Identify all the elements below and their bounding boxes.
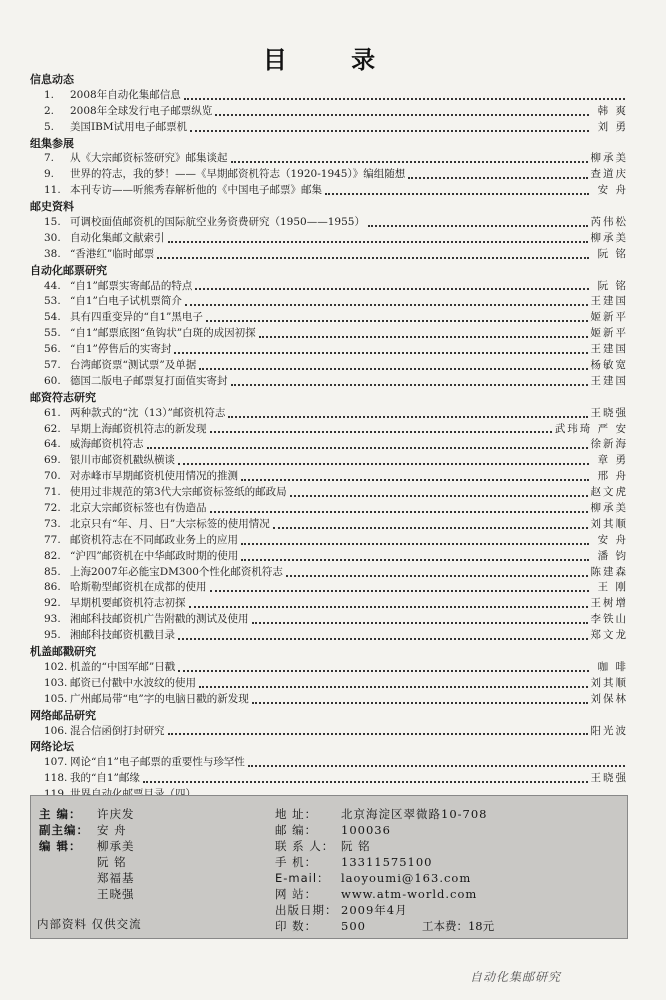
toc-entry xyxy=(30,565,628,581)
section-heading: 邮资符志研究 xyxy=(30,390,96,404)
staff-name: 阮 铭 xyxy=(97,855,127,869)
toc-entry xyxy=(30,628,628,644)
dot-leader xyxy=(290,495,588,497)
dot-leader xyxy=(178,638,588,640)
toc-entry xyxy=(30,517,628,533)
toc-entry xyxy=(30,374,628,390)
entry-title: 北京大宗邮资标签也有伪造品 xyxy=(70,502,207,515)
dot-leader xyxy=(228,416,587,418)
entry-title: 邮资已付戳中水波纹的使用 xyxy=(70,676,196,689)
entry-author: 姬新平 xyxy=(590,311,628,324)
page-number: 53. xyxy=(44,295,61,308)
entry-title: 本刊专访——听熊秀春解析他的《中国电子邮票》邮集 xyxy=(70,184,322,197)
dot-leader xyxy=(215,114,589,116)
dot-leader xyxy=(184,98,625,100)
entry-author: 王 刚 xyxy=(597,581,628,594)
section-heading: 自动化邮票研究 xyxy=(30,263,107,277)
print-value: 500 xyxy=(341,919,366,933)
toc-entry xyxy=(30,437,628,453)
entry-author: 刘 勇 xyxy=(597,120,628,133)
entry-title: 混合信函倒打封研究 xyxy=(70,724,165,737)
dot-leader xyxy=(252,622,588,624)
dot-leader xyxy=(185,304,588,306)
entry-author: 李铁山 xyxy=(590,613,628,626)
toc-entry xyxy=(30,469,628,485)
entry-title: “沪四”邮资机在中华邮政时期的使用 xyxy=(70,549,239,562)
page-number: 102. xyxy=(44,660,68,673)
page-number: 5. xyxy=(44,120,55,133)
page-number: 71. xyxy=(44,486,61,499)
fee-value: 18元 xyxy=(467,919,495,933)
dot-leader xyxy=(147,447,588,449)
page-number: 9. xyxy=(44,168,55,181)
colophon-right xyxy=(275,806,494,934)
entry-title: 自动化集邮文献索引 xyxy=(70,231,165,244)
entry-title: 可调校面值邮资机的国际航空业务资费研究（1950——1955） xyxy=(70,216,365,228)
toc-entry xyxy=(30,422,628,438)
dot-leader xyxy=(174,352,587,354)
entry-title: 威海邮资机符志 xyxy=(70,438,144,451)
page-number: 30. xyxy=(44,231,61,244)
entry-author: 阮 铭 xyxy=(597,279,628,292)
email-value: laoyoumi@163.com xyxy=(341,871,472,885)
entry-author: 姬新平 xyxy=(590,327,628,340)
deputy-label: 副主编： xyxy=(39,823,89,837)
page-number: 85. xyxy=(44,565,61,578)
handwritten-signature: 自动化集邮研究 xyxy=(470,970,562,984)
entry-title: 银川市邮资机戳纵横谈 xyxy=(70,454,175,467)
page-number: 1. xyxy=(44,88,55,101)
dot-leader xyxy=(168,241,588,243)
address-value: 北京海淀区翠微路10-708 xyxy=(341,807,488,821)
entry-author: 柳承美 xyxy=(590,502,628,515)
address-label: 地 址： xyxy=(275,807,318,821)
entry-title: 美国IBM试用电子邮票机 xyxy=(70,120,188,133)
entry-title: 湘邮科技邮资机广告附戳的测试及使用 xyxy=(70,613,249,626)
dot-leader xyxy=(325,193,589,195)
dot-leader xyxy=(273,527,588,529)
page-title: 目 录 xyxy=(262,46,404,74)
page-number: 86. xyxy=(44,581,61,594)
entry-author: 郑文龙 xyxy=(590,629,628,642)
entry-author: 咖 啡 xyxy=(597,660,628,673)
entry-title: 上海2007年必能宝DM300个性化邮资机符志 xyxy=(70,565,283,578)
page-number: 44. xyxy=(44,279,61,292)
date-value: 2009年4月 xyxy=(341,903,408,917)
editor-name: 许庆发 xyxy=(97,807,135,821)
entry-title: 2008年全球发行电子邮票纵览 xyxy=(70,104,213,117)
postcode-value: 100036 xyxy=(341,823,391,837)
dot-leader xyxy=(157,257,589,259)
phone-value: 13311575100 xyxy=(341,855,433,869)
section-heading: 网络邮品研究 xyxy=(30,708,96,722)
entry-author: 王建国 xyxy=(590,295,628,308)
page-number: 70. xyxy=(44,470,61,483)
entry-title: 德国二版电子邮票复打面值实寄封 xyxy=(70,374,228,387)
dot-leader xyxy=(199,368,587,370)
page-number: 62. xyxy=(44,422,61,435)
entry-title: 从《大宗邮资标签研究》邮集谈起 xyxy=(70,152,228,165)
entry-author: 查道庆 xyxy=(590,168,628,181)
contact-label: 联 系 人： xyxy=(275,839,335,853)
toc-entry xyxy=(30,549,628,565)
toc-entry xyxy=(30,104,628,120)
entry-author: 韩 爽 xyxy=(597,104,628,117)
contact-value: 阮 铭 xyxy=(341,839,371,853)
entry-title: “自1”邮票底图“鱼钩状”白斑的成因初探 xyxy=(70,327,256,340)
toc-entry xyxy=(30,279,628,295)
postcode-label: 邮 编： xyxy=(275,823,318,837)
toc-entry xyxy=(30,692,628,708)
entry-author: 安 舟 xyxy=(597,184,628,197)
section-heading: 组集参展 xyxy=(30,136,74,150)
dot-leader xyxy=(168,733,588,735)
toc-entry xyxy=(30,485,628,501)
entry-title: 机盖的“中国军邮”日戳 xyxy=(70,660,176,673)
toc-entry xyxy=(30,120,628,136)
page-number: 95. xyxy=(44,629,61,642)
page-number: 118. xyxy=(44,772,68,785)
dot-leader xyxy=(199,686,588,688)
section-heading: 机盖邮戳研究 xyxy=(30,645,96,659)
toc-entry xyxy=(30,771,628,787)
page-number: 57. xyxy=(44,359,61,372)
page-number: 56. xyxy=(44,343,61,356)
toc-entry xyxy=(30,533,628,549)
website-value: www.atm-world.com xyxy=(341,887,478,901)
page-number: 73. xyxy=(44,517,61,530)
entry-title: “自1”白电子试机票简介 xyxy=(70,295,182,308)
toc-entry xyxy=(30,660,628,676)
entry-author: 阳光波 xyxy=(590,724,628,737)
entry-title: 网论“自1”电子邮票的重要性与珍罕性 xyxy=(70,756,245,769)
toc-entry xyxy=(30,596,628,612)
entry-author: 王晓强 xyxy=(590,772,628,785)
entry-title: 台湾邮资票“测试票”及单据 xyxy=(70,359,197,372)
page-number: 60. xyxy=(44,374,61,387)
page-number: 92. xyxy=(44,597,61,610)
editor-label: 主 编： xyxy=(39,807,82,821)
toc-entry xyxy=(30,755,628,771)
page-number: 64. xyxy=(44,438,61,451)
dot-leader xyxy=(190,130,589,132)
entry-title: 我的“自1”邮缘 xyxy=(70,772,140,785)
toc-entry xyxy=(30,247,628,263)
toc-entry xyxy=(30,326,628,342)
staff-name: 郑福基 xyxy=(97,871,135,885)
entry-title: 两种款式的“沈（13）”邮资机符志 xyxy=(70,406,226,419)
toc-entry xyxy=(30,406,628,422)
page-number: 38. xyxy=(44,247,61,260)
page-number: 105. xyxy=(44,692,68,705)
entry-title: 北京只有“年、月、日”大宗标签的使用情况 xyxy=(70,517,270,530)
toc-entry xyxy=(30,310,628,326)
entry-title: “自1”停售后的实寄封 xyxy=(70,343,172,356)
dot-leader xyxy=(178,670,589,672)
dot-leader xyxy=(259,336,588,338)
entry-author: 安 舟 xyxy=(597,533,628,546)
staff-name: 王晓强 xyxy=(97,887,135,901)
entry-author: 潘 钧 xyxy=(597,549,628,562)
toc-entry xyxy=(30,88,628,104)
dot-leader xyxy=(241,543,589,545)
entry-author: 刘其顺 xyxy=(590,517,628,530)
toc-entry xyxy=(30,294,628,310)
dot-leader xyxy=(206,320,588,322)
page-number: 77. xyxy=(44,533,61,546)
dot-leader xyxy=(189,606,588,608)
entry-title: 湘邮科技邮资机戳目录 xyxy=(70,629,175,642)
website-label: 网 站： xyxy=(275,887,318,901)
entry-title: 世界的符志，我的梦！——《早期邮资机符志（1920-1945）》编组随想 xyxy=(70,168,406,181)
dot-leader xyxy=(241,559,589,561)
dot-leader xyxy=(210,511,588,513)
staff-name: 柳承美 xyxy=(97,839,135,853)
page-number: 15. xyxy=(44,216,61,228)
entry-title: 邮资机符志在不同邮政业务上的应用 xyxy=(70,533,238,546)
entry-author: 王建国 xyxy=(590,343,628,356)
section-heading: 信息动态 xyxy=(30,73,74,86)
toc-entry xyxy=(30,501,628,517)
dot-leader xyxy=(368,225,588,227)
staff-label: 编 辑： xyxy=(39,839,82,853)
entry-author: 王晓强 xyxy=(590,406,628,419)
entry-author: 刘保林 xyxy=(590,692,628,705)
toc-entry xyxy=(30,612,628,628)
entry-author: 陈建森 xyxy=(590,565,628,578)
entry-author: 刘其顺 xyxy=(590,676,628,689)
toc-entry xyxy=(30,724,628,740)
dot-leader xyxy=(210,431,552,433)
entry-author: 芮伟松 xyxy=(590,216,628,228)
entry-author: 徐新海 xyxy=(590,438,628,451)
entry-author: 王树增 xyxy=(590,597,628,610)
entry-title: “自1”邮票实寄邮品的特点 xyxy=(70,279,193,292)
toc-entry xyxy=(30,676,628,692)
toc-entry xyxy=(30,215,628,231)
toc-entry xyxy=(30,231,628,247)
entry-title: 早期机要邮资机符志初探 xyxy=(70,597,186,610)
page-number: 106. xyxy=(44,724,68,737)
date-label: 出版日期： xyxy=(275,903,338,917)
page-number: 11. xyxy=(44,184,61,197)
entry-author: 王建国 xyxy=(590,374,628,387)
deputy-name: 安 舟 xyxy=(97,823,127,837)
dot-leader xyxy=(210,590,590,592)
section-heading: 邮史资料 xyxy=(30,200,74,214)
entry-title: 早期上海邮资机符志的新发现 xyxy=(70,422,207,435)
dot-leader xyxy=(241,479,589,481)
entry-title: 使用过非规范的第3代大宗邮资标签纸的邮政局 xyxy=(70,486,287,499)
toc-entry xyxy=(30,183,628,199)
page-number: 61. xyxy=(44,406,61,419)
page-number: 55. xyxy=(44,327,61,340)
entry-author: 杨敏宽 xyxy=(590,359,628,372)
dot-leader xyxy=(248,765,625,767)
entry-title: 对赤峰市早期邮资机使用情况的推测 xyxy=(70,470,238,483)
toc-entry xyxy=(30,342,628,358)
dot-leader xyxy=(143,781,588,783)
colophon-left xyxy=(39,806,135,902)
section-heading: 网络论坛 xyxy=(30,740,74,754)
entry-author: 邢 舟 xyxy=(597,470,628,483)
entry-title: 广州邮局带“电”字的电脑日戳的新发现 xyxy=(70,692,249,705)
dot-leader xyxy=(286,575,588,577)
dot-leader xyxy=(195,288,589,290)
entry-author: 柳承美 xyxy=(590,231,628,244)
entry-title: 具有四重变异的“自1”黑电子 xyxy=(70,311,203,324)
entry-title: 哈斯勒型邮资机在成都的使用 xyxy=(70,581,207,594)
page-number: 107. xyxy=(44,756,68,769)
entry-author: 武玮琦 严 安 xyxy=(554,422,628,435)
toc-entry xyxy=(30,151,628,167)
entry-author: 阮 铭 xyxy=(597,247,628,260)
toc-entry xyxy=(30,167,628,183)
toc-entry xyxy=(30,358,628,374)
page-number: 93. xyxy=(44,613,61,626)
dot-leader xyxy=(178,463,589,465)
dot-leader xyxy=(252,702,588,704)
fee-label: 工本费： xyxy=(421,919,468,933)
toc-entry xyxy=(30,453,628,469)
table-of-contents xyxy=(30,72,628,803)
phone-label: 手 机： xyxy=(275,855,318,869)
toc-entry xyxy=(30,581,628,597)
entry-author: 柳承美 xyxy=(590,152,628,165)
page-number: 69. xyxy=(44,454,61,467)
page-number: 72. xyxy=(44,502,61,515)
entry-title: “香港红”临时邮票 xyxy=(70,247,155,260)
page-number: 82. xyxy=(44,549,61,562)
colophon-box xyxy=(30,795,628,939)
dot-leader xyxy=(231,384,588,386)
internal-note: 内部资料 仅供交流 xyxy=(37,917,142,931)
page-number: 7. xyxy=(44,152,55,165)
dot-leader xyxy=(408,177,587,179)
entry-author: 章 勇 xyxy=(597,454,628,467)
entry-author: 赵文虎 xyxy=(590,486,628,499)
page-number: 103. xyxy=(44,676,68,689)
page-number: 54. xyxy=(44,311,61,324)
dot-leader xyxy=(231,161,588,163)
page-number: 2. xyxy=(44,104,55,117)
email-label: E-mail： xyxy=(275,871,330,885)
entry-title: 2008年自动化集邮信息 xyxy=(70,88,181,101)
print-label: 印 数： xyxy=(275,919,318,933)
